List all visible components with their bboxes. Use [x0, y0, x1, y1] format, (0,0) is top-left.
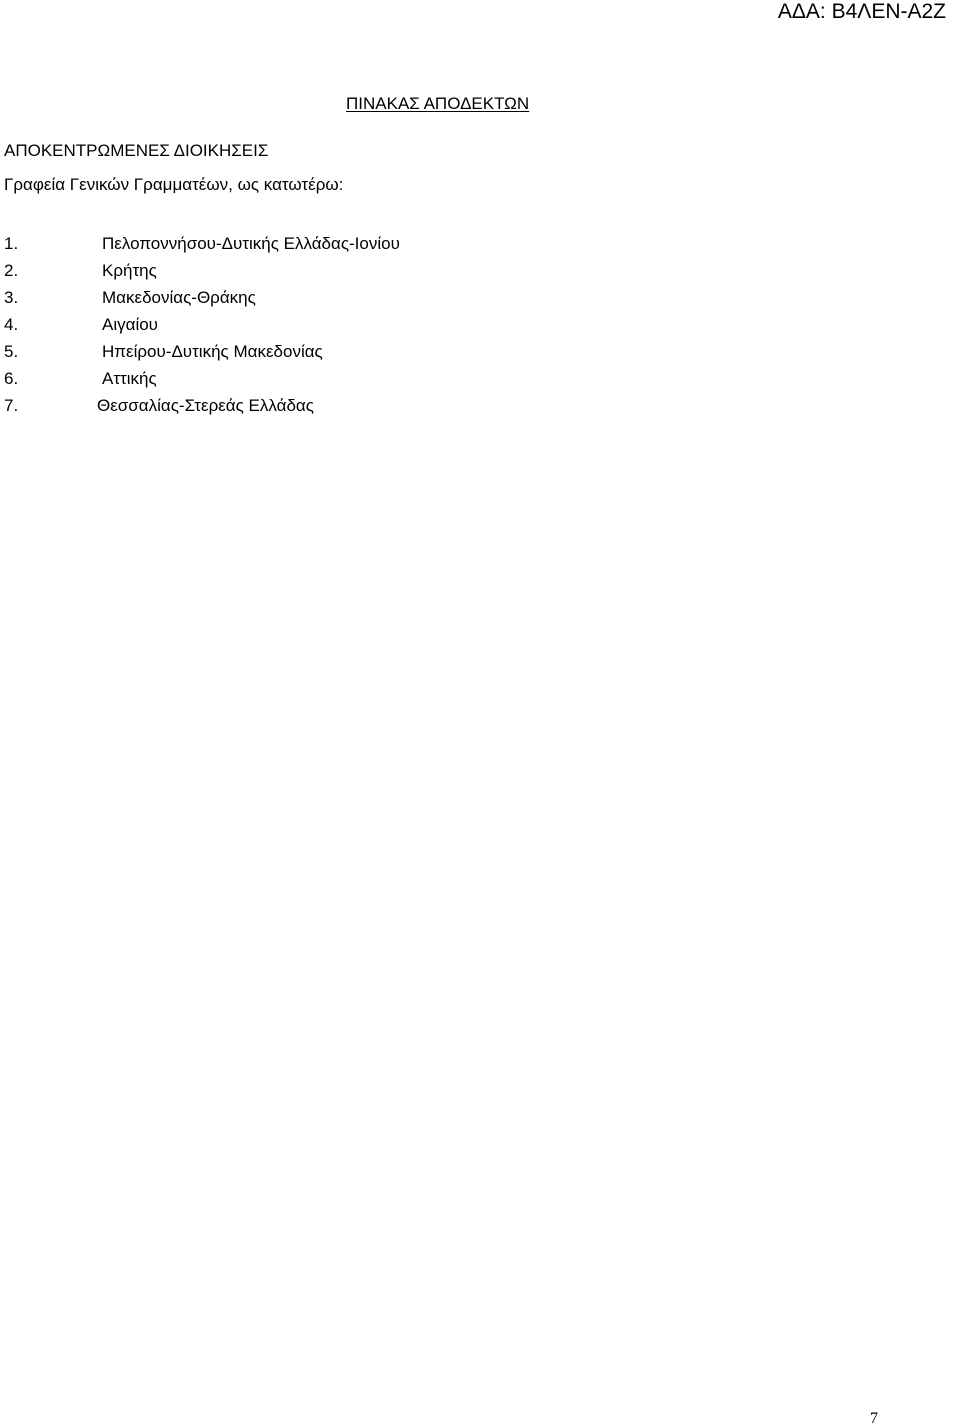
list-item-number: 1.	[4, 234, 19, 253]
list-item-name: Πελοποννήσου-Δυτικής Ελλάδας-Ιονίου	[102, 234, 400, 253]
list-item-number: 7.	[4, 396, 19, 415]
section-title: ΑΠΟΚΕΝΤΡΩΜΕΝΕΣ ΔΙΟΙΚΗΣΕΙΣ	[4, 141, 269, 160]
list-item-name: Αττικής	[102, 369, 157, 388]
list-item-number: 3.	[4, 288, 19, 307]
page-number: 7	[870, 1410, 878, 1427]
list-item-name: Κρήτης	[102, 261, 157, 280]
list-item-number: 5.	[4, 342, 19, 361]
list-item-name: Θεσσαλίας-Στερεάς Ελλάδας	[97, 396, 314, 415]
ada-code: ΑΔΑ: Β4ΛΕΝ-Α2Ζ	[777, 0, 946, 23]
list-item-name: Αιγαίου	[102, 315, 158, 334]
list-item-name: Ηπείρου-Δυτικής Μακεδονίας	[102, 342, 323, 361]
list-item-number: 6.	[4, 369, 19, 388]
intro-text: Γραφεία Γενικών Γραμματέων, ως κατωτέρω:	[4, 175, 344, 194]
list-item-number: 2.	[4, 261, 19, 280]
document-title: ΠΙΝΑΚΑΣ ΑΠΟΔΕΚΤΩΝ	[346, 94, 530, 113]
list-item-name: Μακεδονίας-Θράκης	[102, 288, 256, 307]
list-item-number: 4.	[4, 315, 19, 334]
